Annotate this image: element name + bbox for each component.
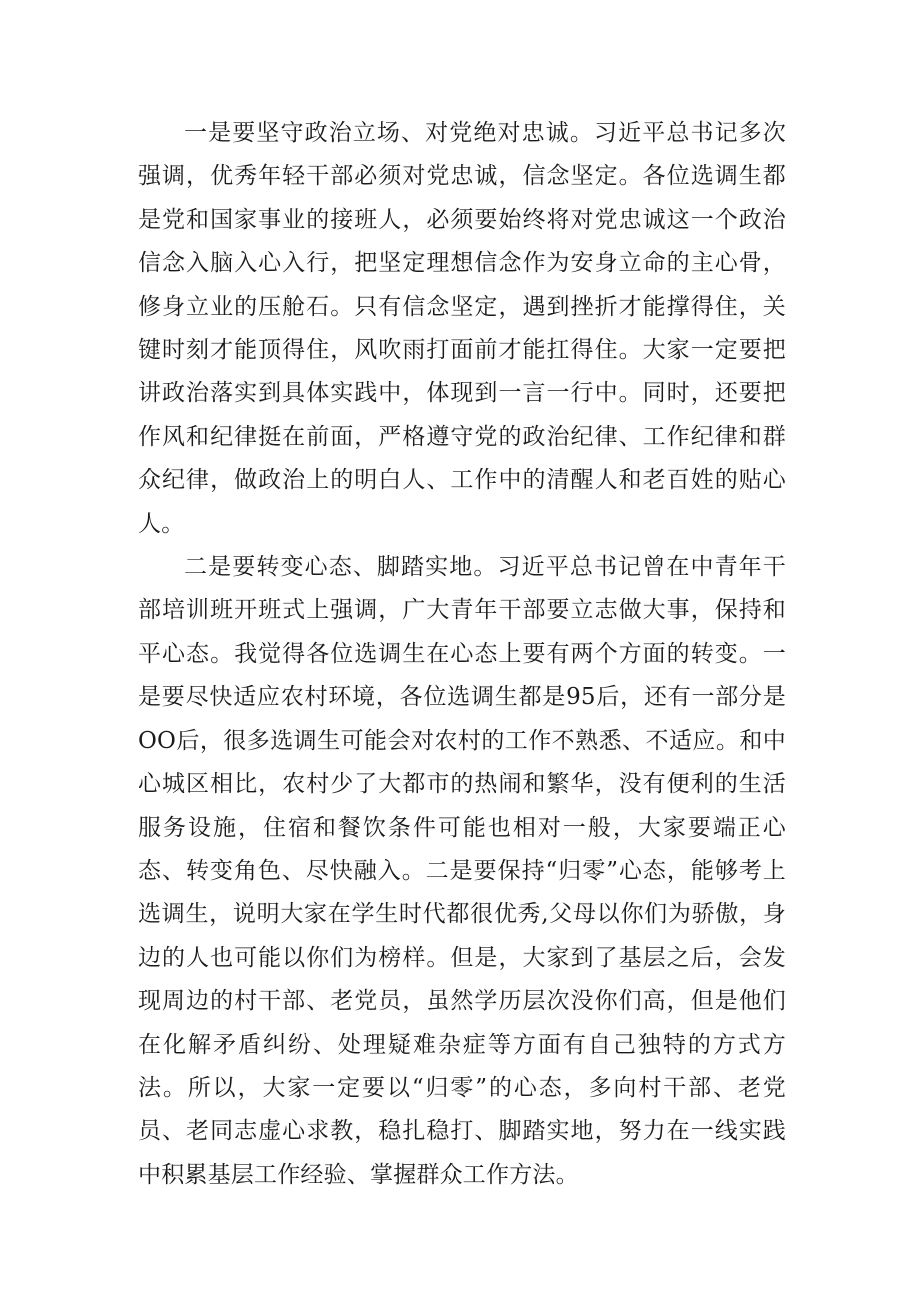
paragraph-mindset-change: 二是要转变心态、脚踏实地。习近平总书记曾在中青年干部培训班开班式上强调，广大青年干部要立志做大事，保持和平心态。我觉得各位选调生在心态上要有两个方面的转变。一是要尽快适应农村环境，各位选调生都是95后，还有一部分是OO后，很多选调生可能会对农村的工作不熟悉、不适应。和中心城区相比，农村少了大都市的热闹和繁华，没有便利的生活服务设施，住宿和餐饮条件可能也相对一般，大家要端正心态、转变角色、尽快融入。二是要保持“归零”心态，能够考上选调生，说明大家在学生时代都很优秀,父母以你们为骄傲，身边的人也可能以你们为榜样。但是，大家到了基层之后，会发现周边的村干部、老党员，虽然学历层次没你们高，但是他们在化解矛盾纠纷、处理疑难杂症等方面有自己独特的方式方法。所以，大家一定要以“归零”的心态，多向村干部、老党员、老同志虚心求教，稳扎稳打、脚踏实地，努力在一线实践中积累基层工作经验、掌握群众工作方法。 xyxy=(138,554,786,1188)
document-body xyxy=(138,112,786,1197)
paragraph-political-stance: 一是要坚守政治立场、对党绝对忠诚。习近平总书记多次强调，优秀年轻干部必须对党忠诚，信念坚定。各位选调生都是党和国家事业的接班人，必须要始终将对党忠诚这一个政治信念入脑入心入行，把坚定理想信念作为安身立命的主心骨，修身立业的压舱石。只有信念坚定，遇到挫折才能撑得住，关键时刻才能顶得住，风吹雨打面前才能扛得住。大家一定要把讲政治落实到具体实践中，体现到一言一行中。同时，还要把作风和纪律挺在前面，严格遵守党的政治纪律、工作纪律和群众纪律，做政治上的明白人、工作中的清醒人和老百姓的贴心人。 xyxy=(138,120,786,537)
